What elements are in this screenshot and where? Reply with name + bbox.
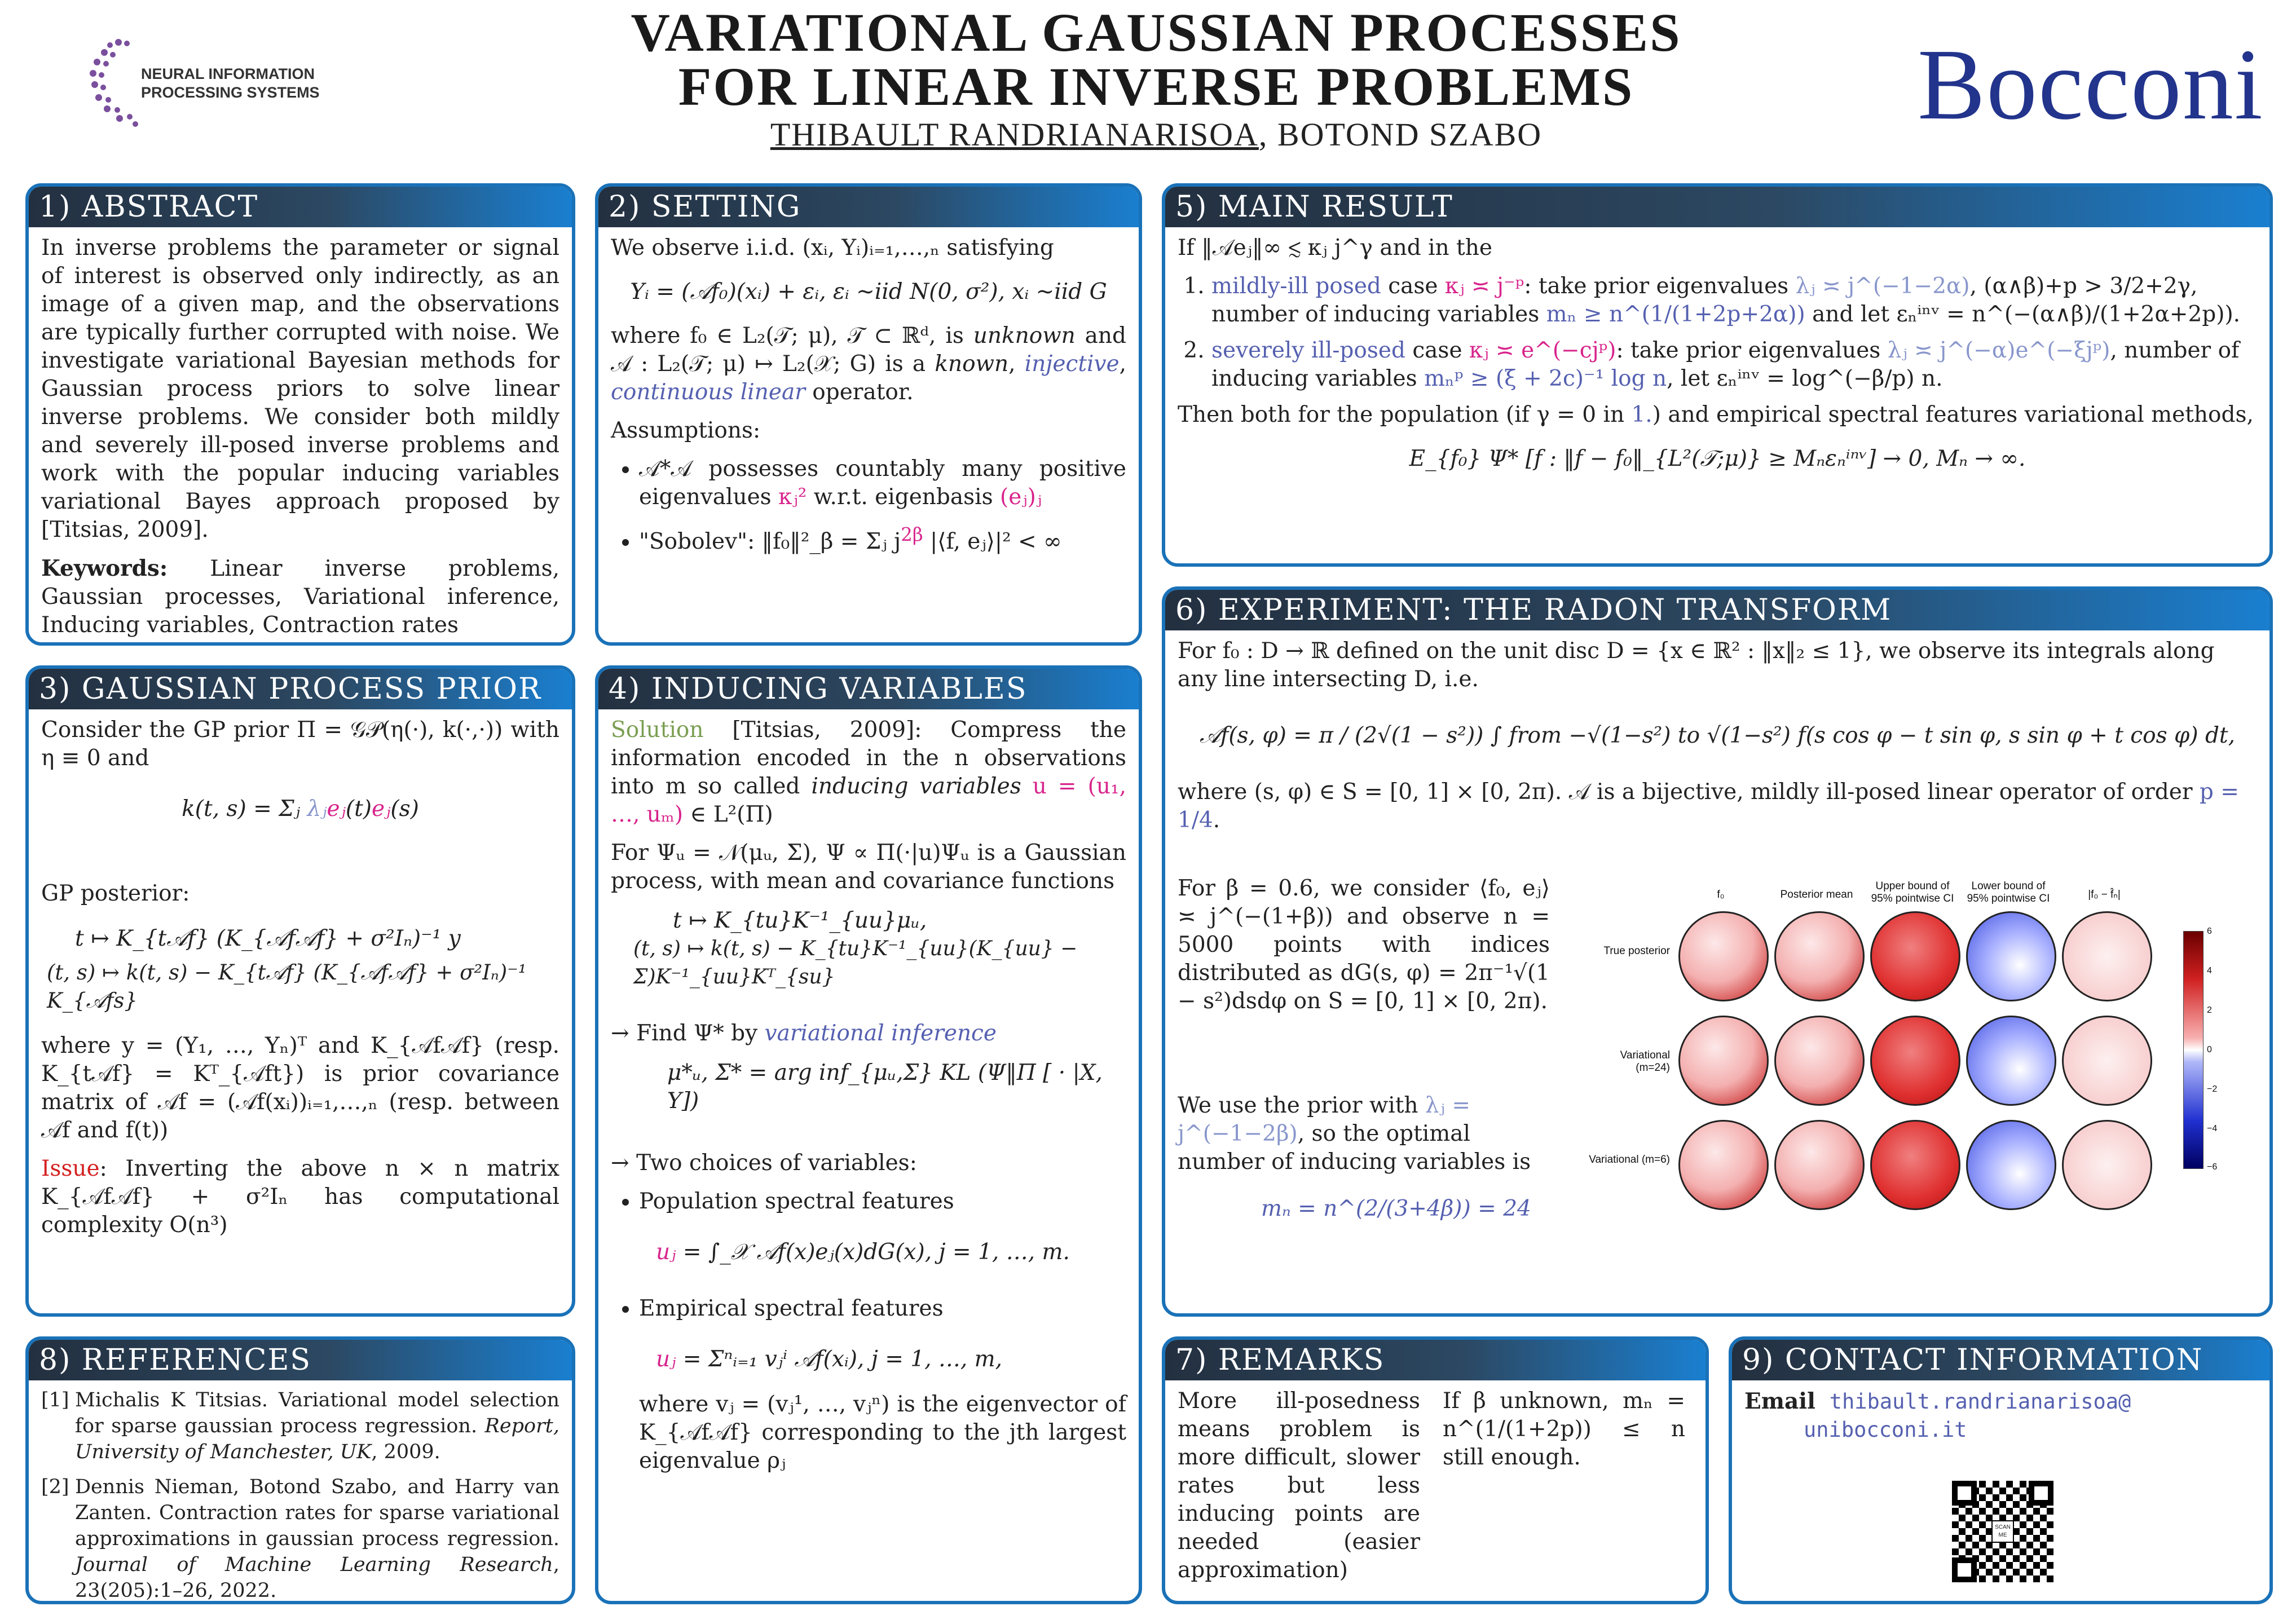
neurips-line1: NEURAL INFORMATION (141, 65, 315, 82)
reference-1-number: [1] (41, 1389, 69, 1411)
reference-2-number: [2] (41, 1476, 69, 1498)
assumption-1-mid: w.r.t. eigenbasis (807, 484, 1001, 510)
title-line1: VARIATIONAL GAUSSIAN PROCESSES (631, 2, 1682, 63)
inducing-italic: inducing variables (811, 774, 1021, 799)
kernel-lambda: λⱼ (307, 796, 327, 822)
prior-pre: We use the prior with (1178, 1093, 1425, 1118)
find-pre: → Find Ψ* by (611, 1021, 765, 1046)
m-optimal-eq (1261, 1196, 1531, 1221)
setting-heading: 2) SETTING (598, 187, 1139, 227)
prior-text (1178, 1092, 1550, 1176)
prior-lambda: λⱼ = j^(−1−2β) (1178, 1093, 1471, 1146)
population-eq (656, 1238, 1126, 1266)
main-result-heading: 5) MAIN RESULT (1165, 187, 2269, 227)
col-label-error: |f₀ − f̂ₙ| (2088, 889, 2121, 901)
disc-m6-upper (1870, 1120, 1960, 1210)
email-link[interactable] (1830, 1389, 2131, 1414)
cbar-tick-0: 0 (2207, 1045, 2212, 1054)
cbar-tick-4: 4 (2207, 966, 2212, 976)
feature-choices (611, 1188, 1126, 1374)
psi-cov-eq: (t, s) ↦ k(t, s) − K_{tu}K⁻¹_{uu}(K_{uu} − Σ)K⁻¹_{uu}Kᵀ_{su} (633, 937, 1078, 988)
then-ref: 1. (1631, 402, 1652, 427)
known-word: known (935, 351, 1009, 377)
mildly-label: mildly-ill posed (1211, 273, 1381, 299)
contact-heading: 9) CONTACT INFORMATION (1732, 1340, 2269, 1380)
severe-lambda: λⱼ ≍ j^(−α)e^(−ξjᵖ) (1887, 338, 2110, 363)
title-line2: FOR LINEAR INVERSE PROBLEMS (678, 56, 1634, 117)
abstract-heading: 1) ABSTRACT (29, 187, 572, 227)
then-post: ) and empirical spectral features variational methods, (1652, 402, 2254, 427)
if-condition: If ‖𝒜eⱼ‖∞ ≲ κⱼ j^γ and in the (1178, 235, 1492, 261)
row-label-m6: Variational (m=6) (1589, 1154, 1670, 1166)
posterior-cov-eq: (t, s) ↦ k(t, s) − K_{t𝒜f} (K_{𝒜f𝒜f} + σ²Iₙ)⁻¹ K_{𝒜fs} (47, 960, 527, 1013)
experiment-intro: For f₀ : D → ℝ defined on the unit disc D = {x ∈ ℝ² : ‖x‖₂ ≤ 1}, we observe its integrals along any line intersecting D, i.e. (1178, 638, 2215, 692)
disc-m24-upper (1870, 1016, 1960, 1106)
disc-true-f0 (1678, 911, 1769, 1001)
reference-1-text: Michalis K Titsias. Variational model selection for sparse gaussian process regression. (75, 1389, 559, 1437)
take-prior-1: : take prior eigenvalues (1524, 273, 1796, 299)
kernel-t: (t) (345, 796, 372, 822)
neurips-dots-icon (85, 31, 141, 138)
cases-list (1178, 272, 2257, 393)
setting-where (611, 322, 1126, 407)
contact-panel (1729, 1336, 2273, 1604)
reference-2-year: , 23(205):1–26, 2022. (75, 1554, 559, 1602)
reference-1 (41, 1387, 559, 1465)
posterior-mean-eq: t ↦ K_{t𝒜f} (K_{𝒜f𝒜f} + σ²Iₙ)⁻¹ y (75, 926, 461, 951)
contraction-eq: E_{f₀} Ψ* [f : ‖f − f₀‖_{L²(𝒯;μ)} ≥ Mₙεₙⁱⁿᵛ] → 0, Mₙ → ∞. (1409, 446, 2026, 471)
cbar-tick-m6: −6 (2207, 1162, 2218, 1172)
population-label: Population spectral features (639, 1189, 954, 1214)
sobolev-end: |⟨f, eⱼ⟩|² < ∞ (923, 529, 1062, 554)
take-prior-2: : take prior eigenvalues (1616, 338, 1888, 363)
qr-label: SCAN ME (1991, 1520, 2014, 1543)
keywords-label: Keywords: (41, 555, 168, 581)
disc-m24-mean (1774, 1016, 1865, 1106)
abstract-text: In inverse problems the parameter or signal of interest is observed only indirectly, as an image of a given map, and the observations are typically further corrupted with noise. We investigate variational Bayesian methods for Gaussian process priors to solve linear inverse problems. We consider both mildly and severely ill-posed inverse problems and work with the popular inducing variables variational Bayes approach proposed by [Titsias, 2009]. (41, 235, 559, 542)
radon-eq: 𝒜f(s, φ) = π / (2√(1 − s²)) ∫ from −√(1−s²) to √(1−s²) f(s cos φ − t sin φ, s sin φ + t cos φ) dt, (1200, 723, 2235, 748)
population-features (639, 1188, 1126, 1266)
inducing-heading: 4) INDUCING VARIABLES (598, 669, 1139, 709)
setting-intro: We observe i.i.d. (xᵢ, Yᵢ)ᵢ₌₁,…,ₙ satisfying (611, 235, 1054, 261)
references-panel (25, 1336, 575, 1604)
remark-2: If β unknown, mₙ = n^(1/(1+2p)) ≤ n still enough. (1443, 1388, 1685, 1470)
reference-1-venue: Report, University of Manchester, UK (75, 1415, 559, 1463)
assumption-2 (639, 520, 1126, 556)
sobolev-text: "Sobolev": ‖f₀‖²_β = Σⱼ j (639, 529, 901, 554)
empirical-u: uⱼ (656, 1347, 676, 1372)
disc-true-mean (1774, 911, 1865, 1001)
severely-label: severely ill-posed (1211, 338, 1405, 363)
email-row (1744, 1387, 2257, 1416)
author-2: BOTOND SZABO (1277, 116, 1543, 153)
row-label-true: True posterior (1603, 945, 1670, 957)
gp-prior-panel (25, 665, 575, 1317)
beta-text: For β = 0.6, we consider ⟨f₀, eⱼ⟩ ≍ j^(−(1+β)) and observe n = 5000 points with indices distributed as dG(s, φ) = 2π⁻¹√(1 − s²)dsdφ on S = [0, 1] × [0, 2π). (1178, 876, 1550, 1014)
unknown-word: unknown (973, 323, 1076, 348)
severe-eps: , let εₙⁱⁿᵛ = log^(−β/p) n. (1667, 366, 1943, 391)
m-optimal-value: mₙ = n^(2/(3+4β)) = 24 (1261, 1196, 1531, 1221)
empirical-label: Empirical spectral features (639, 1296, 944, 1321)
observation-model-eq: Yᵢ = (𝒜f₀)(xᵢ) + εᵢ, εᵢ ~iid N(0, σ²), xᵢ ~iid G (630, 279, 1107, 304)
reference-1-year: , 2009. (371, 1441, 440, 1463)
issue-label: Issue (41, 1156, 100, 1181)
empirical-eq (656, 1345, 1126, 1374)
disc-m24-error (2062, 1016, 2152, 1106)
case-severely (1211, 337, 2257, 393)
empirical-features (639, 1295, 1126, 1374)
colorbar (2183, 931, 2204, 1169)
then-sentence (1178, 401, 2257, 429)
experiment-where (1178, 778, 2257, 835)
injective-word: injective (1024, 351, 1120, 377)
prior-post: , so the optimal number of inducing variables is (1178, 1121, 1531, 1175)
severe-m: mₙᵖ ≥ (ξ + 2c)⁻¹ log n (1424, 366, 1667, 391)
empirical-where: where vⱼ = (vⱼ¹, …, vⱼⁿ) is the eigenvector of K_{𝒜f𝒜f} corresponding to the jth largest eigenvalue ρⱼ (639, 1392, 1126, 1473)
disc-m24-lower (1966, 1016, 2056, 1106)
comma: , (1008, 351, 1025, 377)
severe-number: , number of inducing variables (1211, 338, 2240, 391)
gp-prior-intro: Consider the GP prior Π = 𝒢𝒫(η(·), k(·,·)) with η ≡ 0 and (41, 717, 559, 771)
email-row-2 (1744, 1416, 2257, 1444)
two-choices: → Two choices of variables: (611, 1150, 917, 1176)
mild-kappa: κⱼ ≍ j⁻ᵖ (1444, 273, 1524, 299)
references-heading: 8) REFERENCES (29, 1340, 572, 1380)
kappa-symbol: κⱼ² (778, 484, 807, 510)
qr-corner-bl (1952, 1557, 1977, 1582)
kernel-s: (s) (390, 796, 419, 822)
setting-panel (595, 183, 1142, 646)
continuous-linear-word: continuous linear (611, 379, 805, 405)
col-label-lower: Lower bound of 95% pointwise CI (1967, 880, 2050, 904)
comma-2: , (1119, 351, 1126, 377)
gp-where: where y = (Y₁, …, Yₙ)ᵀ and K_{𝒜f𝒜f} (resp. K_{t𝒜f} = Kᵀ_{𝒜ft}) is prior covariance matrix of 𝒜f = (𝒜f(xᵢ))ᵢ₌₁,…,ₙ (resp. between 𝒜f and f(t)) (41, 1033, 559, 1143)
disc-true-upper (1870, 911, 1960, 1001)
email-line1: thibault.randrianarisoa@ (1829, 1389, 2131, 1414)
disc-true-lower (1966, 911, 2056, 1001)
col-label-upper: Upper bound of 95% pointwise CI (1871, 880, 1954, 904)
solution-text: [Titsias, 2009]: Compress the information encoded in the n observations into m so called (611, 717, 1126, 799)
kernel-eq (41, 795, 559, 823)
disc-m6-mean (1774, 1120, 1865, 1210)
u-post: ∈ L²(Π) (683, 802, 773, 827)
population-u: uⱼ (656, 1239, 676, 1265)
case-word-1: case (1381, 273, 1445, 299)
variational-inference-word: variational inference (764, 1021, 997, 1046)
col-label-posterior-mean: Posterior mean (1780, 889, 1853, 901)
kernel-eq-pre: k(t, s) = Σⱼ (182, 796, 307, 822)
setting-where-2: and 𝒜 : L₂(𝒯; μ) ↦ L₂(𝒳; G) is a (611, 323, 1126, 377)
inducing-panel (595, 665, 1142, 1604)
sobolev-exponent: 2β (901, 524, 923, 545)
col-label-f0: f₀ (1717, 889, 1725, 901)
bocconi-logo: Bocconi (1918, 28, 2264, 140)
find-psi (611, 1020, 1126, 1048)
cbar-tick-m4: −4 (2207, 1124, 2218, 1133)
severe-kappa: κⱼ ≍ e^(−cjᵖ) (1469, 338, 1616, 363)
solution-label: Solution (611, 717, 704, 743)
cbar-tick-2: 2 (2207, 1005, 2212, 1015)
row-label-m24: Variational (m=24) (1620, 1049, 1670, 1074)
eigenbasis-symbol: (eⱼ)ⱼ (1000, 484, 1042, 510)
keywords (41, 554, 559, 639)
radon-figure (1585, 880, 2251, 1230)
u-definition: u = (u₁, …, uₘ) (611, 774, 1126, 827)
operator-word: operator. (805, 379, 914, 405)
email-line2: unibocconi.it (1804, 1418, 1967, 1442)
disc-m6-error (2062, 1120, 2152, 1210)
mild-condition: , (α∧β)+p > 3/2+2γ, number of inducing variables (1211, 273, 2198, 327)
cbar-tick-m2: −2 (2207, 1084, 2218, 1094)
qr-corner-tr (2029, 1481, 2053, 1506)
author-separator: , (1258, 116, 1277, 153)
issue (41, 1155, 559, 1239)
psi-text: For Ψᵤ = 𝒩(μᵤ, Σ), Ψ ∝ Π(·|u)Ψᵤ is a Gaussian process, with mean and covariance functions (611, 840, 1126, 894)
neurips-line2: PROCESSING SYSTEMS (141, 84, 320, 101)
disc-m24-f0 (1678, 1016, 1769, 1106)
experiment-heading: 6) EXPERIMENT: THE RADON TRANSFORM (1165, 590, 2269, 630)
disc-m6-f0 (1678, 1120, 1769, 1210)
where-pre: where (s, φ) ∈ S = [0, 1] × [0, 2π). 𝒜 is a bijective, mildly ill-posed linear operator of order (1178, 779, 2200, 805)
neurips-logo (85, 31, 344, 138)
disc-true-error (2062, 911, 2152, 1001)
case-mildly (1211, 272, 2257, 329)
qr-corner-tl (1952, 1481, 1977, 1506)
qr-code[interactable] (1952, 1481, 2053, 1582)
email-link-2[interactable] (1804, 1418, 1967, 1442)
assumption-1 (639, 455, 1126, 511)
remark-1: More ill-posedness means problem is more difficult, slower rates but less inducing points are needed (easier approximation) (1178, 1388, 1420, 1583)
population-eq-body: = ∫_𝒳 𝒜f(x)eⱼ(x)dG(x), j = 1, …, m. (676, 1239, 1070, 1265)
case-word-2: case (1405, 338, 1469, 363)
reference-2-venue: Journal of Machine Learning Research (75, 1554, 553, 1576)
cbar-tick-6: 6 (2207, 926, 2212, 936)
where-post: . (1213, 807, 1220, 833)
mild-m: mₙ ≥ n^(1/(1+2p+2α)) (1546, 302, 1805, 327)
gp-posterior-label: GP posterior: (41, 881, 190, 906)
order-p: p = 1/4 (1178, 779, 2239, 833)
experiment-panel (1162, 586, 2273, 1317)
remarks-panel (1162, 1336, 1709, 1604)
authors (508, 116, 1805, 153)
then-pre: Then both for the population (if γ = 0 in (1178, 402, 1632, 427)
assumption-1-text: 𝒜*𝒜 possesses countably many positive eigenvalues (639, 456, 1126, 510)
mild-eps: and let εₙⁱⁿᵛ = n^(−(α∧β)/(1+2α+2p)). (1805, 302, 2241, 327)
argmin-eq: μ*ᵤ, Σ* = arg inf_{μᵤ,Σ} KL (Ψ‖Π [ · |X, Y]) (667, 1060, 1103, 1114)
main-result-panel (1162, 183, 2273, 567)
reference-2-text: Dennis Nieman, Botond Szabo, and Harry van Zanten. Contraction rates for sparse variational approximations in gaussian process regression. (75, 1476, 559, 1550)
reference-2 (41, 1474, 559, 1604)
setting-where-1: where f₀ ∈ L₂(𝒯; μ), 𝒯 ⊂ ℝᵈ, is (611, 323, 973, 348)
abstract-panel (25, 183, 575, 646)
assumptions-list (611, 455, 1126, 556)
author-1: THIBAULT RANDRIANARISOA (770, 116, 1259, 153)
assumptions-label: Assumptions: (611, 418, 761, 443)
gp-prior-heading: 3) GAUSSIAN PROCESS PRIOR (29, 669, 572, 709)
kernel-e1: eⱼ (327, 796, 346, 822)
issue-text: : Inverting the above n × n matrix K_{𝒜f𝒜f} + σ²Iₙ has computational complexity O(n³) (41, 1156, 559, 1238)
empirical-eq-body: = Σⁿᵢ₌₁ vⱼⁱ 𝒜f(xᵢ), j = 1, …, m, (676, 1347, 1003, 1372)
psi-mean-eq: t ↦ K_{tu}K⁻¹_{uu}μᵤ, (673, 908, 927, 933)
email-label: Email (1744, 1388, 1815, 1414)
solution-paragraph (611, 716, 1126, 829)
kernel-e2: eⱼ (371, 796, 391, 822)
mild-lambda: λⱼ ≍ j^(−1−2α) (1795, 273, 1970, 299)
keywords-text: Linear inverse problems, Gaussian processes, Variational inference, Inducing variables, Contraction rates (41, 556, 559, 638)
disc-m6-lower (1966, 1120, 2056, 1210)
poster-title (508, 2, 1805, 117)
remarks-heading: 7) REMARKS (1165, 1340, 1706, 1380)
